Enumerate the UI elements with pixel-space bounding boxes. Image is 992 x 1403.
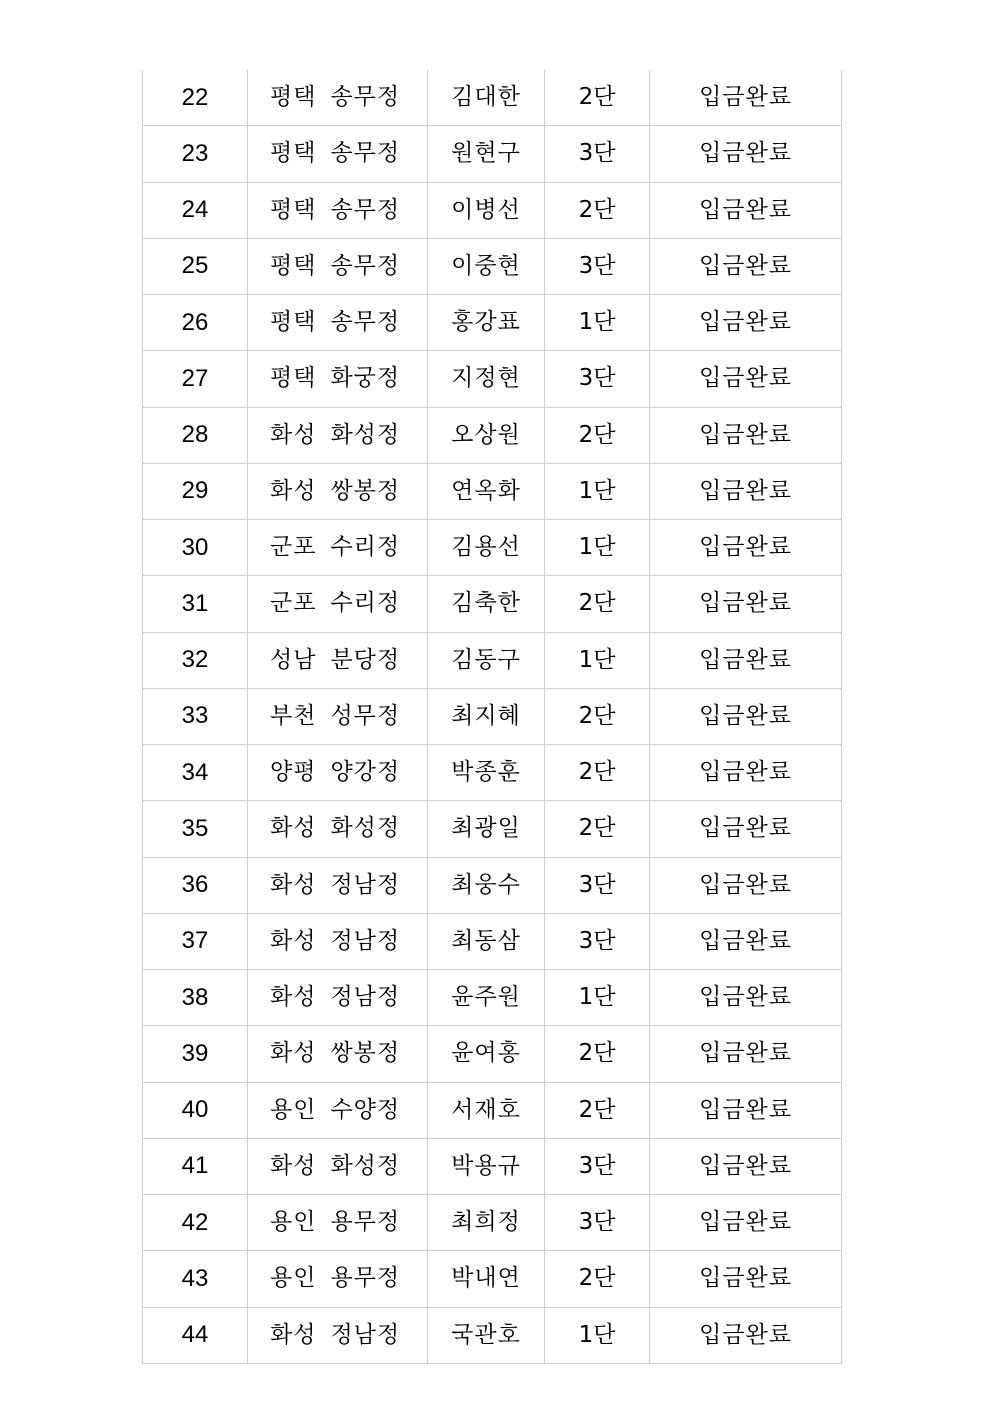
- member-name: 최광일: [428, 801, 545, 857]
- row-number: 44: [143, 1307, 248, 1363]
- club-region: 군포: [270, 534, 317, 561]
- club-name: 화성정: [330, 421, 401, 448]
- payment-status: 입금완료: [650, 238, 842, 294]
- payment-status: 입금완료: [650, 632, 842, 688]
- club-name: 성무정: [330, 702, 401, 729]
- row-number: 31: [143, 576, 248, 632]
- club-cell: [248, 70, 428, 126]
- club-region: 군포: [270, 590, 317, 617]
- club-cell: [248, 857, 428, 913]
- club-cell: [248, 463, 428, 519]
- member-name: 김축한: [428, 576, 545, 632]
- row-number: 32: [143, 632, 248, 688]
- club-region: 화성: [270, 871, 317, 898]
- club-cell: [248, 576, 428, 632]
- rank-cell: 3단: [545, 126, 650, 182]
- club-region: 평택: [270, 309, 317, 336]
- row-number: 37: [143, 913, 248, 969]
- club-name: 쌍봉정: [330, 477, 401, 504]
- club-cell: [248, 1026, 428, 1082]
- payment-status: 입금완료: [650, 576, 842, 632]
- row-number: 25: [143, 238, 248, 294]
- club-cell: [248, 407, 428, 463]
- rank-cell: 2단: [545, 1251, 650, 1307]
- rank-cell: 2단: [545, 1026, 650, 1082]
- club-region: 화성: [270, 815, 317, 842]
- club-region: 평택: [270, 140, 317, 167]
- rank-cell: 2단: [545, 182, 650, 238]
- rank-cell: 1단: [545, 520, 650, 576]
- table-row: [143, 1026, 842, 1082]
- member-name: 박종훈: [428, 745, 545, 801]
- row-number: 24: [143, 182, 248, 238]
- club-cell: [248, 182, 428, 238]
- row-number: 40: [143, 1082, 248, 1138]
- club-cell: [248, 520, 428, 576]
- table-row: [143, 463, 842, 519]
- payment-status: 입금완료: [650, 1251, 842, 1307]
- rank-cell: 1단: [545, 295, 650, 351]
- member-name: 윤여홍: [428, 1026, 545, 1082]
- member-name: 오상원: [428, 407, 545, 463]
- row-number: 34: [143, 745, 248, 801]
- table-row: [143, 576, 842, 632]
- club-region: 용인: [270, 1209, 317, 1236]
- club-region: 부천: [270, 702, 317, 729]
- member-name: 김대한: [428, 70, 545, 126]
- club-region: 평택: [270, 84, 317, 111]
- club-name: 분당정: [330, 646, 401, 673]
- table-row: [143, 970, 842, 1026]
- club-region: 화성: [270, 1321, 317, 1348]
- rank-cell: 3단: [545, 351, 650, 407]
- row-number: 30: [143, 520, 248, 576]
- row-number: 28: [143, 407, 248, 463]
- club-region: 평택: [270, 252, 317, 279]
- table-row: [143, 632, 842, 688]
- table-row: [143, 520, 842, 576]
- row-number: 35: [143, 801, 248, 857]
- row-number: 39: [143, 1026, 248, 1082]
- club-region: 평택: [270, 196, 317, 223]
- table-row: [143, 407, 842, 463]
- club-region: 화성: [270, 984, 317, 1011]
- club-name: 송무정: [330, 196, 401, 223]
- rank-cell: 1단: [545, 463, 650, 519]
- table-row: [143, 1195, 842, 1251]
- club-name: 송무정: [330, 309, 401, 336]
- club-cell: [248, 632, 428, 688]
- row-number: 23: [143, 126, 248, 182]
- club-region: 화성: [270, 1152, 317, 1179]
- payment-status: 입금완료: [650, 126, 842, 182]
- club-name: 수양정: [330, 1096, 401, 1123]
- club-cell: [248, 1138, 428, 1194]
- payment-status: 입금완료: [650, 520, 842, 576]
- club-region: 화성: [270, 1040, 317, 1067]
- rank-cell: 2단: [545, 407, 650, 463]
- member-name: 연옥화: [428, 463, 545, 519]
- payment-status: 입금완료: [650, 351, 842, 407]
- member-name: 지정현: [428, 351, 545, 407]
- club-region: 화성: [270, 477, 317, 504]
- rank-cell: 3단: [545, 1195, 650, 1251]
- club-cell: [248, 1082, 428, 1138]
- table-row: [143, 857, 842, 913]
- club-name: 정남정: [330, 927, 401, 954]
- club-name: 수리정: [330, 590, 401, 617]
- member-name: 원현구: [428, 126, 545, 182]
- payment-status: 입금완료: [650, 182, 842, 238]
- payment-status: 입금완료: [650, 857, 842, 913]
- payment-status: 입금완료: [650, 1195, 842, 1251]
- row-number: 36: [143, 857, 248, 913]
- table-row: [143, 351, 842, 407]
- club-name: 송무정: [330, 84, 401, 111]
- rank-cell: 2단: [545, 70, 650, 126]
- member-name: 김용선: [428, 520, 545, 576]
- member-name: 최희정: [428, 1195, 545, 1251]
- club-cell: [248, 295, 428, 351]
- rank-cell: 1단: [545, 970, 650, 1026]
- payment-status: 입금완료: [650, 407, 842, 463]
- club-name: 용무정: [330, 1209, 401, 1236]
- rank-cell: 2단: [545, 801, 650, 857]
- member-name: 김동구: [428, 632, 545, 688]
- club-name: 화성정: [330, 815, 401, 842]
- club-cell: [248, 745, 428, 801]
- club-cell: [248, 688, 428, 744]
- table-row: [143, 182, 842, 238]
- table-row: [143, 1307, 842, 1363]
- rank-cell: 1단: [545, 1307, 650, 1363]
- member-name: 최웅수: [428, 857, 545, 913]
- payment-status: 입금완료: [650, 1138, 842, 1194]
- table-row: [143, 1251, 842, 1307]
- table-row: [143, 1082, 842, 1138]
- payment-status: 입금완료: [650, 970, 842, 1026]
- club-name: 수리정: [330, 534, 401, 561]
- club-name: 정남정: [330, 1321, 401, 1348]
- payment-status: 입금완료: [650, 295, 842, 351]
- club-cell: [248, 801, 428, 857]
- rank-cell: 3단: [545, 857, 650, 913]
- club-region: 평택: [270, 365, 317, 392]
- rank-cell: 1단: [545, 632, 650, 688]
- row-number: 26: [143, 295, 248, 351]
- rank-cell: 2단: [545, 688, 650, 744]
- club-name: 용무정: [330, 1265, 401, 1292]
- member-name: 최지혜: [428, 688, 545, 744]
- member-name: 윤주원: [428, 970, 545, 1026]
- club-region: 용인: [270, 1265, 317, 1292]
- row-number: 43: [143, 1251, 248, 1307]
- payment-status: 입금완료: [650, 1082, 842, 1138]
- row-number: 33: [143, 688, 248, 744]
- club-cell: [248, 1307, 428, 1363]
- club-name: 송무정: [330, 140, 401, 167]
- club-cell: [248, 1195, 428, 1251]
- club-cell: [248, 970, 428, 1026]
- payment-status: 입금완료: [650, 688, 842, 744]
- payment-status: 입금완료: [650, 745, 842, 801]
- payment-status: 입금완료: [650, 913, 842, 969]
- club-cell: [248, 1251, 428, 1307]
- table-row: [143, 801, 842, 857]
- member-name: 홍강표: [428, 295, 545, 351]
- row-number: 27: [143, 351, 248, 407]
- payment-status: 입금완료: [650, 1307, 842, 1363]
- rank-cell: 2단: [545, 745, 650, 801]
- member-name: 박용규: [428, 1138, 545, 1194]
- club-region: 성남: [270, 646, 317, 673]
- table-row: [143, 295, 842, 351]
- member-name: 이중현: [428, 238, 545, 294]
- table-row: [143, 745, 842, 801]
- row-number: 22: [143, 70, 248, 126]
- rank-cell: 2단: [545, 576, 650, 632]
- club-cell: [248, 126, 428, 182]
- payment-status: 입금완료: [650, 801, 842, 857]
- club-region: 양평: [270, 759, 317, 786]
- club-cell: [248, 351, 428, 407]
- club-cell: [248, 238, 428, 294]
- rank-cell: 3단: [545, 1138, 650, 1194]
- club-name: 화궁정: [330, 365, 401, 392]
- club-cell: [248, 913, 428, 969]
- roster-body: [143, 70, 842, 1363]
- member-name: 최동삼: [428, 913, 545, 969]
- club-region: 화성: [270, 927, 317, 954]
- member-name: 이병선: [428, 182, 545, 238]
- club-name: 쌍봉정: [330, 1040, 401, 1067]
- row-number: 38: [143, 970, 248, 1026]
- member-name: 박내연: [428, 1251, 545, 1307]
- roster-table: [142, 70, 842, 1364]
- club-name: 정남정: [330, 871, 401, 898]
- payment-status: 입금완료: [650, 463, 842, 519]
- row-number: 29: [143, 463, 248, 519]
- rank-cell: 3단: [545, 238, 650, 294]
- payment-status: 입금완료: [650, 70, 842, 126]
- club-region: 용인: [270, 1096, 317, 1123]
- table-row: [143, 126, 842, 182]
- table-row: [143, 688, 842, 744]
- rank-cell: 3단: [545, 913, 650, 969]
- table-row: [143, 1138, 842, 1194]
- club-name: 정남정: [330, 984, 401, 1011]
- table-row: [143, 238, 842, 294]
- table-row: [143, 70, 842, 126]
- rank-cell: 2단: [545, 1082, 650, 1138]
- club-name: 송무정: [330, 252, 401, 279]
- club-name: 화성정: [330, 1152, 401, 1179]
- row-number: 42: [143, 1195, 248, 1251]
- member-name: 국관호: [428, 1307, 545, 1363]
- club-region: 화성: [270, 421, 317, 448]
- table-row: [143, 913, 842, 969]
- row-number: 41: [143, 1138, 248, 1194]
- payment-status: 입금완료: [650, 1026, 842, 1082]
- club-name: 양강정: [330, 759, 401, 786]
- member-name: 서재호: [428, 1082, 545, 1138]
